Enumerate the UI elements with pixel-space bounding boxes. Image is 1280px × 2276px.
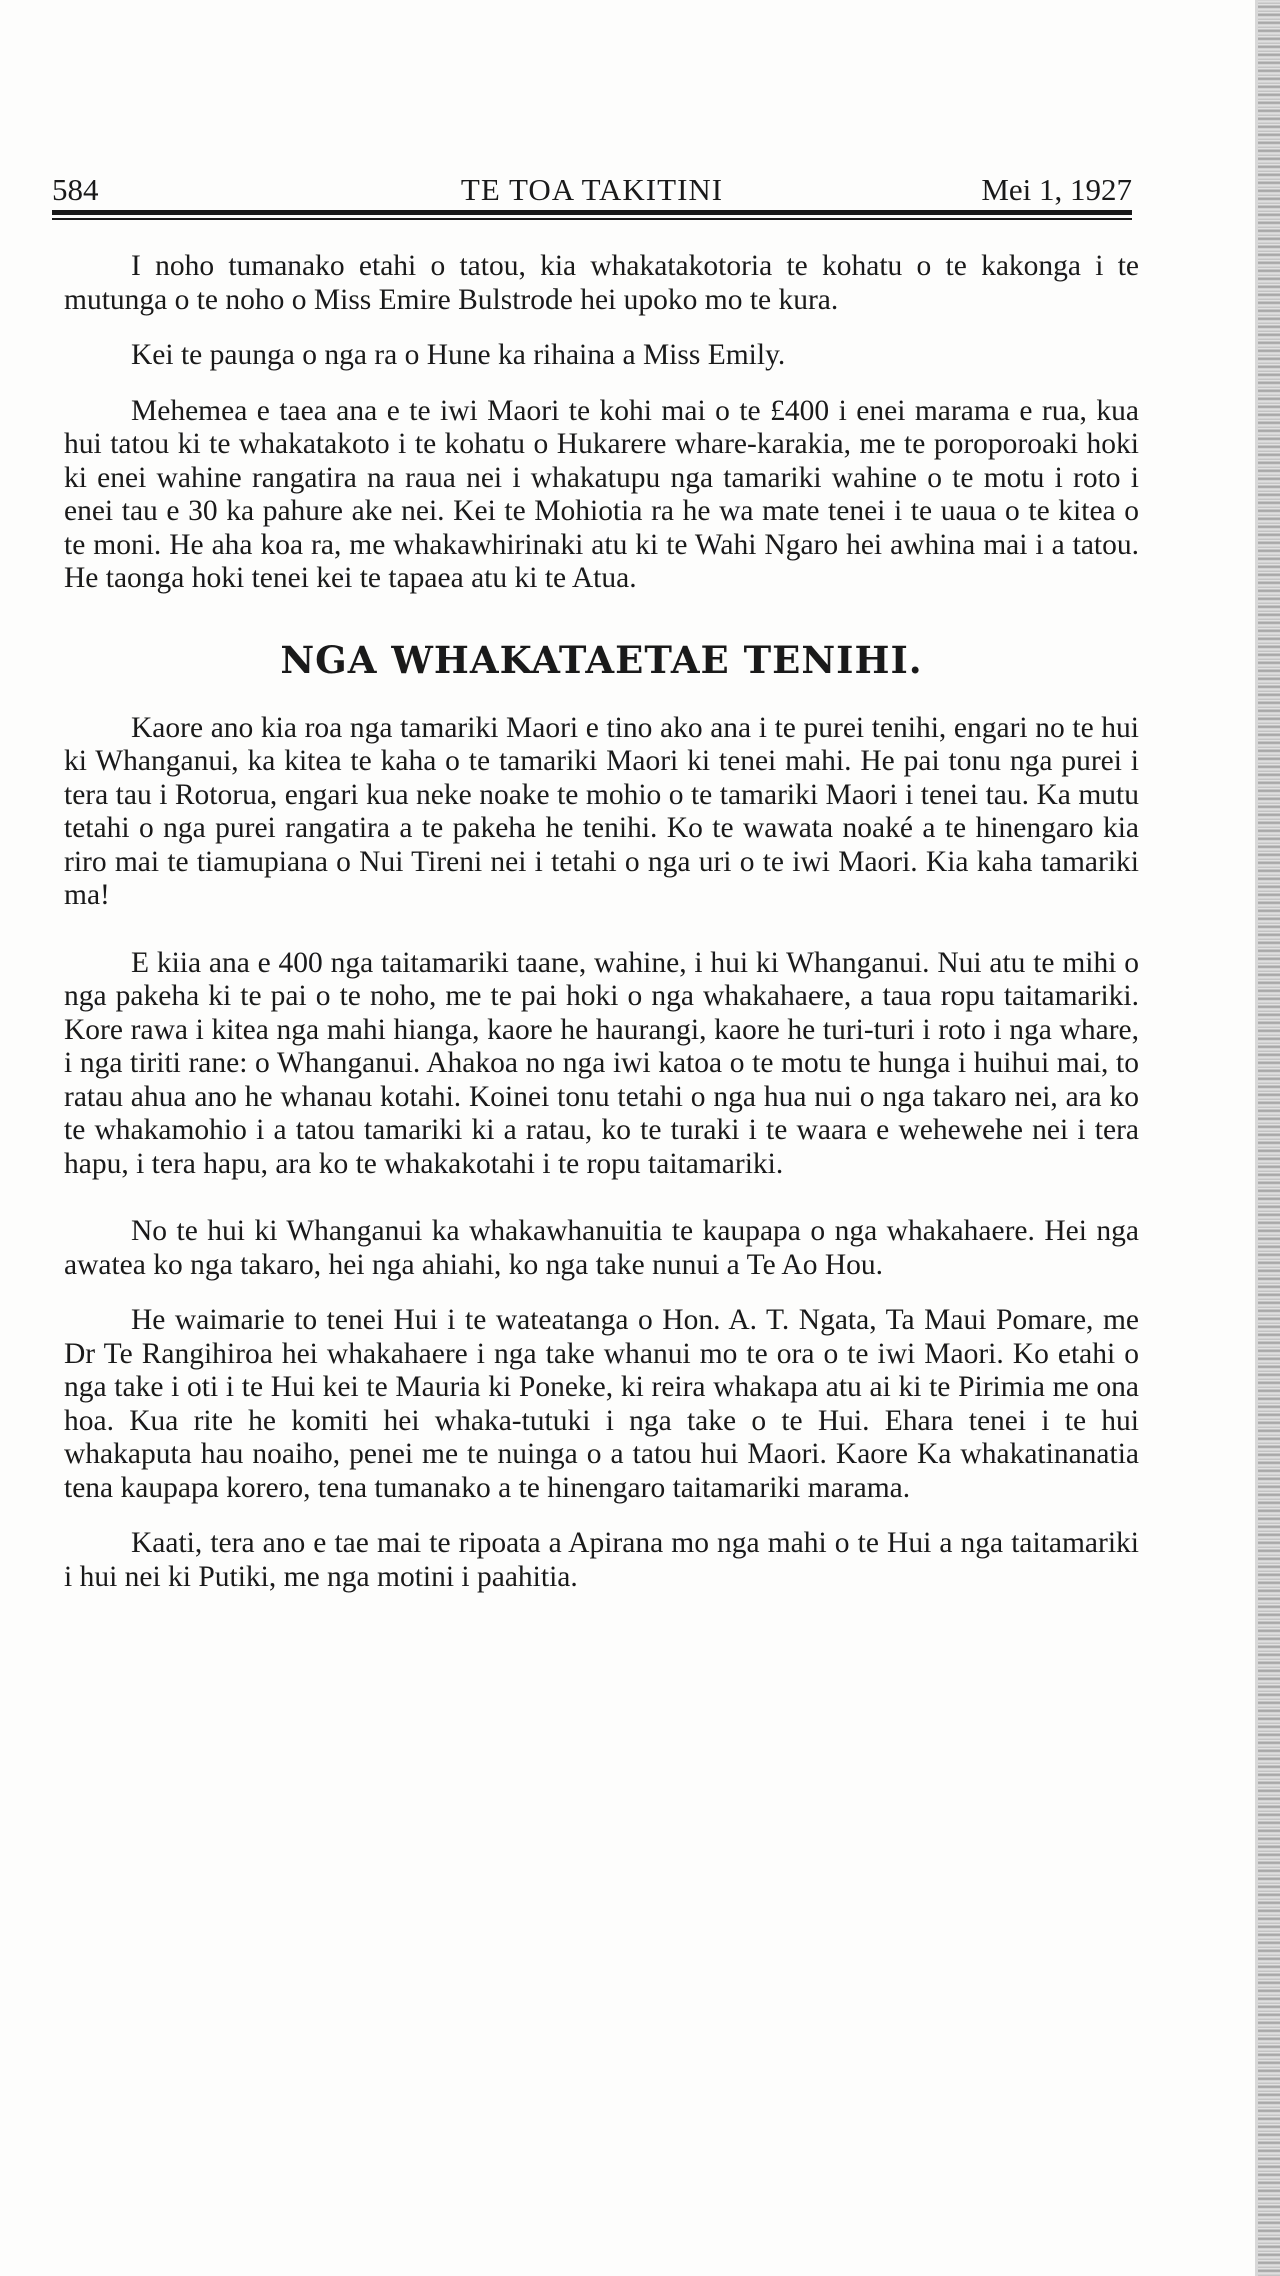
scanned-margin-strip <box>1258 0 1280 2276</box>
section-heading: NGA WHAKATAETAE TENIHI. <box>280 637 923 682</box>
running-title: TE TOA TAKITINI <box>460 172 724 207</box>
header-rule-thin <box>52 218 1132 220</box>
paragraph: Kei te paunga o nga ra o Hune ka rihaina a Miss Emily. <box>131 339 786 371</box>
paragraph: Kaore ano kia roa nga tamariki Maori e tino ako ana i te purei tenihi, engari no te hui ki Whanganui, ka kitea te kaha o te tamariki Maori ki tenei mahi. He pai tonu nga purei i tera tau i Rotorua, engari kua neke noake te mohio o te tamariki Maori i tenei tau. Ka mutu tetahi o nga purei rangatira a te pakeha he tenihi. Ko te wawata noaké a te hinengaro kia riro mai te tiamupiana o Nui Tireni nei i tetahi o nga uri o te iwi Maori. Kia kaha tamariki ma! <box>64 711 1139 911</box>
paragraph: Mehemea e taea ana e te iwi Maori te kohi mai o te £400 i enei marama e rua, kua hui tatou ki te whakatakoto i te kohatu o Hukarere whare-karakia, me te poroporoaki hoki ki enei wahine rangatira na raua nei i whakatupu nga tamariki wahine o te motu i roto i enei tau e 30 ka pahure ake nei. Kei te Mohiotia ra he wa mate tenei i te uaua o te kitea o te moni. He aha koa ra, me whakawhirinaki atu ki te Wahi Ngaro hei awhina mai i a tatou. He taonga hoki tenei kei te tapaea atu ki te Atua. <box>64 394 1139 594</box>
header-rule-thick <box>52 210 1132 215</box>
paragraph: Kaati, tera ano e tae mai te ripoata a Apirana mo nga mahi o te Hui a nga taitamariki i hui nei ki Putiki, me nga motini i paahitia. <box>64 1527 1139 1593</box>
issue-date: Mei 1, 1927 <box>981 172 1132 207</box>
paragraph: E kiia ana e 400 nga taitamariki taane, wahine, i hui ki Whanganui. Nui atu te mihi o nga pakeha ki te pai o te noho, me te pai hoki o nga whakahaere, a taua ropu taitamariki. Kore rawa i kitea nga mahi hianga, kaore he haurangi, kaore he turi-turi i roto i nga whare, i nga tiriti rane: o Whanganui. Ahakoa no nga iwi katoa o te motu te hunga i huihui mai, to ratau ahua ano he whanau kotahi. Koinei tonu tetahi o nga hua nui o nga takaro nei, ara ko te whakamohio i a tatou tamariki ki a ratau, ko te turaki i te waara e wehewehe nei i tera hapu, i tera hapu, ara ko te whakakotahi i te ropu taitamariki. <box>64 946 1139 1180</box>
paragraph: I noho tumanako etahi o tatou, kia whakatakotoria te kohatu o te kakonga i te mutunga o te noho o Miss Emire Bulstrode hei upoko mo te kura. <box>64 250 1139 316</box>
article-body <box>64 250 1139 1616</box>
paragraph: He waimarie to tenei Hui i te wateatanga o Hon. A. T. Ngata, Ta Maui Pomare, me Dr Te Rangihiroa hei whakahaere i nga take whanui mo te ora o te iwi Maori. Ko etahi o nga take i oti i te Hui kei te Mauria ki Poneke, ki reira whakapa atu ai ki te Pirimia me ona hoa. Kua rite he komiti hei whaka-tutuki i nga take o te Hui. Ehara tenei i te hui whakaputa hau noaiho, penei me te nuinga o a tatou hui Maori. Kaore Ka whakatinanatia tena kaupapa korero, tena tumanako a te hinengaro taitamariki marama. <box>64 1304 1139 1504</box>
page-number: 584 <box>52 172 99 207</box>
page-header <box>52 168 1132 212</box>
paragraph: No te hui ki Whanganui ka whakawhanuitia te kaupapa o nga whakahaere. Hei nga awatea ko nga takaro, hei nga ahiahi, ko nga take nunui a Te Ao Hou. <box>64 1215 1139 1281</box>
